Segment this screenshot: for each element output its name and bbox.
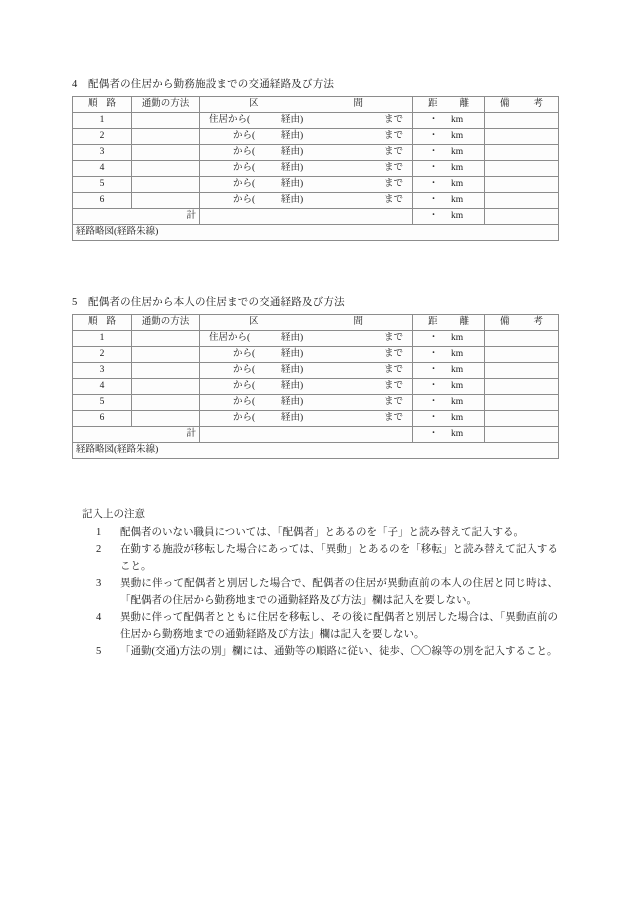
header-span-left: 区 [249,317,259,327]
table-row [73,331,559,347]
table-total-row [73,209,559,225]
header-distance [413,315,485,331]
span-via-label: 経由) [281,115,304,125]
cell-remark-input[interactable] [485,347,559,363]
cell-method-input[interactable] [132,347,200,363]
header-distance-left: 距 [428,317,438,327]
distance-unit-label: km [451,365,464,375]
cell-remark-input[interactable] [485,193,559,209]
cell-order: 6 [73,411,132,427]
cell-order: 5 [73,395,132,411]
cell-method-input[interactable] [132,161,200,177]
cell-distance[interactable] [413,193,485,209]
cell-method-input[interactable] [132,193,200,209]
span-via-label: 経由) [281,131,304,141]
cell-method-input[interactable] [132,145,200,161]
distance-decimal-dot: ・ [428,179,439,189]
header-method: 通勤の方法 [132,97,200,113]
header-distance [413,97,485,113]
note-text: 異動に伴って配偶者と別居した場合で、配偶者の住居が異動直前の本人の住居と同じ時は、「配偶者の住居から勤務地までの通勤経路及び方法」欄は記入を要しない。 [120,578,558,606]
span-from-label: 住居から( [209,115,251,125]
cell-order: 2 [73,129,132,145]
header-distance-left: 距 [428,99,438,109]
span-via-label: 経由) [281,381,304,391]
distance-decimal-dot: ・ [428,195,439,205]
section-4-title: 配偶者の住居から勤務施設までの交通経路及び方法 [88,79,335,90]
span-from-label: 住居から( [209,333,251,343]
header-remark-right: 考 [533,317,543,327]
cell-span[interactable] [200,193,413,209]
cell-remark-input[interactable] [485,411,559,427]
distance-unit-label: km [451,195,464,205]
total-decimal-dot: ・ [428,211,439,221]
span-via-label: 経由) [281,365,304,375]
distance-decimal-dot: ・ [428,365,439,375]
distance-unit-label: km [451,413,464,423]
header-method: 通勤の方法 [132,315,200,331]
total-decimal-dot: ・ [428,429,439,439]
cell-order: 3 [73,363,132,379]
cell-distance[interactable] [413,379,485,395]
cell-span[interactable] [200,395,413,411]
table-row [73,145,559,161]
cell-order: 6 [73,193,132,209]
span-from-label: から( [233,147,256,157]
span-from-label: から( [233,397,256,407]
total-remark[interactable] [485,209,559,225]
cell-method-input[interactable] [132,113,200,129]
header-order-right: 路 [106,99,116,109]
cell-distance[interactable] [413,363,485,379]
header-span [200,315,413,331]
span-via-label: 経由) [281,349,304,359]
span-via-label: 経由) [281,179,304,189]
span-to-label: まで [383,381,403,391]
table-header-row [73,315,559,331]
header-order [73,315,132,331]
cell-order: 3 [73,145,132,161]
span-to-label: まで [383,131,403,141]
cell-span[interactable] [200,129,413,145]
total-distance[interactable] [413,209,485,225]
span-from-label: から( [233,365,256,375]
note-text: 在勤する施設が移転した場合にあっては、「異動」とあるのを「移転」と読み替えて記入すること。 [120,544,558,572]
distance-unit-label: km [451,163,464,173]
total-label: 計 [73,209,200,225]
note-number: 3 [96,578,102,589]
note-item [82,609,558,643]
cell-distance[interactable] [413,395,485,411]
note-item [82,643,558,660]
header-remark [485,97,559,113]
distance-decimal-dot: ・ [428,333,439,343]
span-to-label: まで [383,397,403,407]
span-from-label: から( [233,179,256,189]
cell-method-input[interactable] [132,379,200,395]
table-sketch-row [73,443,559,459]
cell-remark-input[interactable] [485,113,559,129]
cell-distance[interactable] [413,411,485,427]
span-to-label: まで [383,195,403,205]
section-4-number: 4 [72,79,78,90]
cell-order: 5 [73,177,132,193]
note-number: 1 [96,527,102,538]
header-order [73,97,132,113]
span-to-label: まで [383,349,403,359]
cell-method-input[interactable] [132,129,200,145]
span-to-label: まで [383,179,403,189]
cell-span[interactable] [200,113,413,129]
span-to-label: まで [383,147,403,157]
section-5-heading [72,296,558,310]
note-item [82,575,558,609]
distance-decimal-dot: ・ [428,413,439,423]
cell-remark-input[interactable] [485,379,559,395]
span-from-label: から( [233,163,256,173]
distance-unit-label: km [451,147,464,157]
distance-decimal-dot: ・ [428,115,439,125]
header-span [200,97,413,113]
header-remark [485,315,559,331]
cell-remark-input[interactable] [485,395,559,411]
total-unit-label: km [451,211,464,221]
cell-remark-input[interactable] [485,161,559,177]
distance-decimal-dot: ・ [428,147,439,157]
header-order-right: 路 [106,317,116,327]
section-4-heading [72,78,558,92]
span-via-label: 経由) [281,195,304,205]
cell-span[interactable] [200,145,413,161]
span-to-label: まで [383,115,403,125]
cell-span[interactable] [200,177,413,193]
span-from-label: から( [233,413,256,423]
cell-order: 4 [73,161,132,177]
cell-order: 1 [73,331,132,347]
distance-unit-label: km [451,131,464,141]
cell-span[interactable] [200,363,413,379]
route-table-4 [72,96,559,241]
section-5 [72,296,558,459]
table-row [73,363,559,379]
cell-distance[interactable] [413,145,485,161]
total-label: 計 [73,427,200,443]
route-sketch-area[interactable]: 経路略図(経路朱線) [73,225,559,241]
span-from-label: から( [233,195,256,205]
span-to-label: まで [383,333,403,343]
total-remark[interactable] [485,427,559,443]
span-to-label: まで [383,163,403,173]
distance-unit-label: km [451,179,464,189]
header-span-right: 間 [353,317,363,327]
note-text: 配偶者のいない職員については、「配偶者」とあるのを「子」と読み替えて記入する。 [120,527,525,538]
span-via-label: 経由) [281,397,304,407]
total-unit-label: km [451,429,464,439]
table-row [73,129,559,145]
route-table-5-body [73,331,559,459]
table-row [73,379,559,395]
note-number: 4 [96,612,102,623]
span-via-label: 経由) [281,163,304,173]
note-number: 5 [96,646,102,657]
total-span-empty [200,427,413,443]
span-from-label: から( [233,381,256,391]
route-table-5 [72,314,559,459]
notes-section [82,506,558,660]
note-text: 異動に伴って配偶者とともに住居を移転し、その後に配偶者と別居した場合は、「異動直前の住居から勤務地までの通勤経路及び方法」欄は記入を要しない。 [120,612,558,640]
table-row [73,411,559,427]
cell-remark-input[interactable] [485,177,559,193]
cell-remark-input[interactable] [485,145,559,161]
distance-unit-label: km [451,115,464,125]
distance-decimal-dot: ・ [428,163,439,173]
cell-span[interactable] [200,411,413,427]
note-number: 2 [96,544,102,555]
distance-unit-label: km [451,333,464,343]
header-span-right: 間 [353,99,363,109]
distance-decimal-dot: ・ [428,397,439,407]
cell-span[interactable] [200,347,413,363]
cell-order: 2 [73,347,132,363]
span-from-label: から( [233,349,256,359]
header-span-left: 区 [249,99,259,109]
cell-span[interactable] [200,379,413,395]
section-5-number: 5 [72,297,78,308]
span-to-label: まで [383,413,403,423]
distance-decimal-dot: ・ [428,349,439,359]
section-5-title: 配偶者の住居から本人の住居までの交通経路及び方法 [88,297,345,308]
cell-remark-input[interactable] [485,129,559,145]
cell-distance[interactable] [413,129,485,145]
cell-method-input[interactable] [132,363,200,379]
table-row [73,395,559,411]
notes-list [82,524,558,660]
table-sketch-row [73,225,559,241]
route-sketch-area[interactable]: 経路略図(経路朱線) [73,443,559,459]
note-item [82,541,558,575]
cell-distance[interactable] [413,331,485,347]
distance-decimal-dot: ・ [428,131,439,141]
span-to-label: まで [383,365,403,375]
cell-remark-input[interactable] [485,331,559,347]
header-order-left: 順 [88,317,98,327]
header-distance-right: 離 [459,317,469,327]
span-from-label: から( [233,131,256,141]
header-remark-right: 考 [533,99,543,109]
distance-unit-label: km [451,397,464,407]
span-via-label: 経由) [281,333,304,343]
header-order-left: 順 [88,99,98,109]
cell-distance[interactable] [413,113,485,129]
distance-decimal-dot: ・ [428,381,439,391]
cell-span[interactable] [200,161,413,177]
table-row [73,113,559,129]
cell-order: 4 [73,379,132,395]
table-header-row [73,97,559,113]
cell-distance[interactable] [413,177,485,193]
section-4 [72,78,558,241]
table-row [73,193,559,209]
cell-span[interactable] [200,331,413,347]
notes-title: 記入上の注意 [82,509,145,520]
table-row [73,347,559,363]
header-remark-left: 備 [500,99,510,109]
total-distance[interactable] [413,427,485,443]
cell-method-input[interactable] [132,411,200,427]
total-span-empty [200,209,413,225]
note-item [82,524,558,541]
table-row [73,161,559,177]
distance-unit-label: km [451,349,464,359]
cell-distance[interactable] [413,347,485,363]
note-text: 「通勤(交通)方法の別」欄には、通勤等の順路に従い、徒歩、〇〇線等の別を記入すること。 [120,646,558,657]
span-via-label: 経由) [281,147,304,157]
span-via-label: 経由) [281,413,304,423]
cell-method-input[interactable] [132,395,200,411]
cell-method-input[interactable] [132,177,200,193]
cell-order: 1 [73,113,132,129]
distance-unit-label: km [451,381,464,391]
table-row [73,177,559,193]
cell-method-input[interactable] [132,331,200,347]
header-distance-right: 離 [459,99,469,109]
header-remark-left: 備 [500,317,510,327]
route-table-4-body [73,113,559,241]
cell-remark-input[interactable] [485,363,559,379]
table-total-row [73,427,559,443]
cell-distance[interactable] [413,161,485,177]
